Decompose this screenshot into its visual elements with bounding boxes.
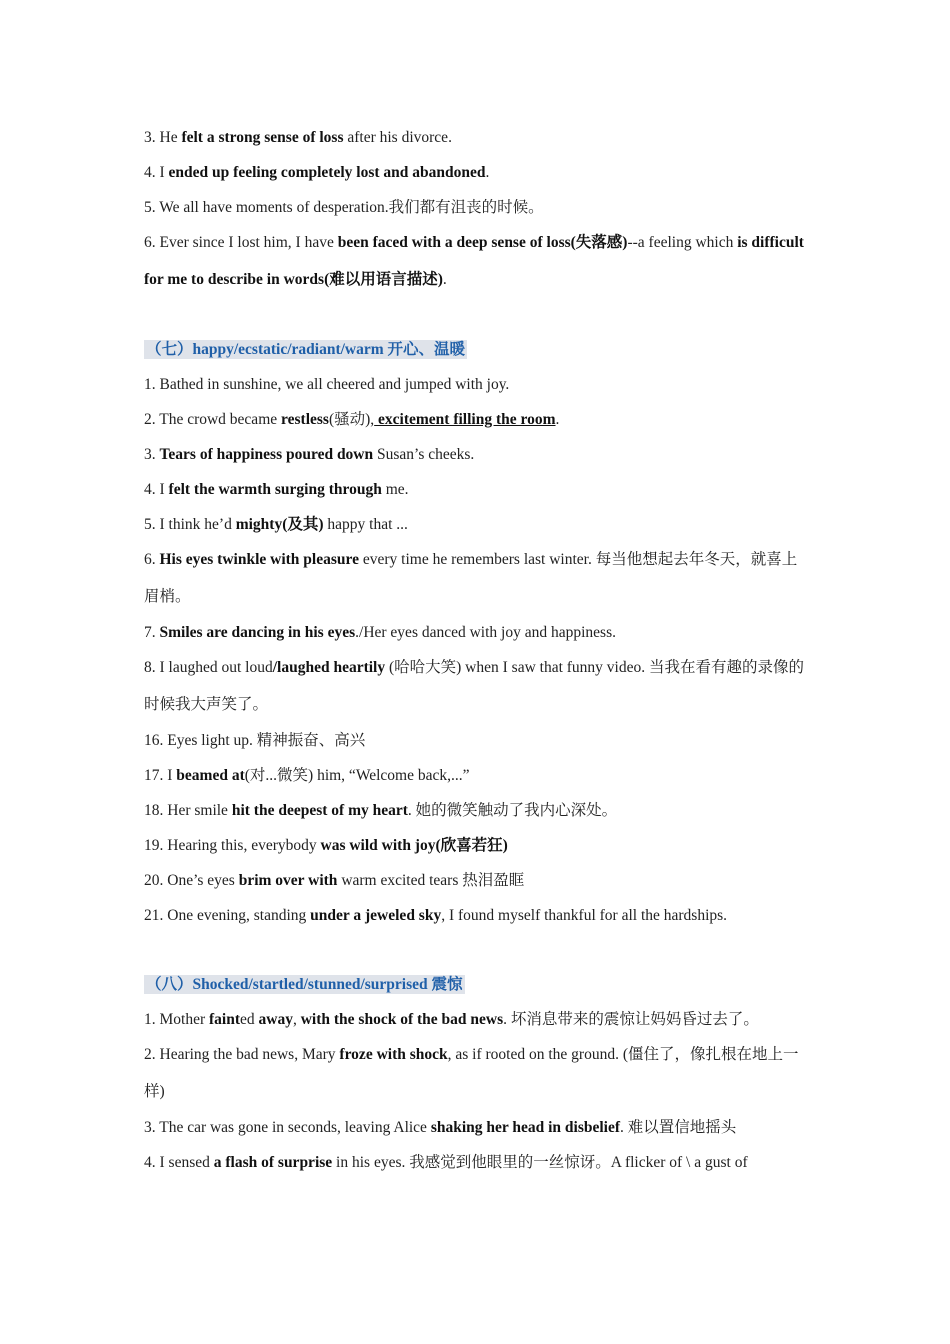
item-number: 1. [144, 376, 156, 393]
item-text: every time he remembers last winter. 每当他想起去年冬天，就喜上眉梢。 [144, 551, 798, 605]
item-number: 3. [144, 1119, 156, 1136]
list-item [144, 155, 808, 190]
list-item [144, 402, 808, 437]
item-number: 1. [144, 1011, 156, 1028]
item-phrase-bold: mighty(及其) [235, 516, 324, 533]
item-number: 6. [144, 234, 156, 251]
item-text: . [485, 164, 490, 181]
item-number: 8. [144, 659, 156, 676]
list-item [144, 1110, 808, 1145]
item-number: 3. [144, 446, 156, 463]
item-phrase-bold: restless [281, 411, 329, 428]
item-number: 18. [144, 802, 164, 819]
section-heading-happy [144, 332, 808, 367]
item-text: Eyes light up. 精神振奋、高兴 [163, 732, 366, 749]
item-text: , I found myself thankful for all the hardships. [441, 907, 728, 924]
item-text: Hearing this, everybody [163, 837, 321, 854]
item-number: 16. [144, 732, 164, 749]
item-text: I [155, 164, 169, 181]
item-text: , as if rooted on the ground. (僵住了，像扎根在地上一样) [144, 1046, 799, 1100]
item-text: Hearing the bad news, Mary [155, 1046, 340, 1063]
list-item [144, 472, 808, 507]
item-number: 3. [144, 129, 156, 146]
item-text: I [155, 481, 169, 498]
item-text: , [292, 1011, 301, 1028]
section-heading-happy-text: （七）happy/ecstatic/radiant/warm 开心、温暖 [146, 341, 466, 358]
item-phrase-bold: brim over with [238, 872, 338, 889]
item-phrase-bold: under a jeweled sky [310, 907, 442, 924]
item-text: . 难以置信地摇头 [620, 1119, 737, 1136]
item-phrase-bold: felt the warmth surging through [168, 481, 382, 498]
item-number: 20. [144, 872, 164, 889]
list-item [144, 615, 808, 650]
item-number: 5. [144, 516, 156, 533]
list-item [144, 828, 808, 863]
item-text: We all have moments of desperation.我们都有沮丧的时候。 [155, 199, 544, 216]
item-number: 4. [144, 1154, 156, 1171]
item-text: Ever since I lost him, I have [155, 234, 338, 251]
item-text: I [163, 767, 177, 784]
item-number: 2. [144, 411, 156, 428]
item-phrase-bold: is difficult for me to describe in words(难以用语言描述) [144, 234, 804, 288]
item-number: 19. [144, 837, 164, 854]
item-phrase-bold: was wild with joy(欣喜若狂) [320, 837, 508, 854]
item-number: 7. [144, 624, 156, 641]
item-number: 5. [144, 199, 156, 216]
item-text: One’s eyes [163, 872, 239, 889]
section-happy-items [144, 367, 808, 933]
list-item [144, 863, 808, 898]
list-item [144, 1002, 808, 1037]
item-phrase-bold: excitement filling the room [374, 411, 556, 428]
item-text: I sensed [155, 1154, 214, 1171]
item-phrase-bold: felt a strong sense of loss [181, 129, 344, 146]
item-phrase-bold: hit the deepest of my heart [231, 802, 408, 819]
document-content [144, 120, 808, 1180]
item-text: I think he’d [155, 516, 236, 533]
item-text: The car was gone in seconds, leaving Alice [155, 1119, 431, 1136]
list-item [144, 793, 808, 828]
section-heading-shocked [144, 967, 808, 1002]
item-text: happy that ... [323, 516, 408, 533]
item-text: . [555, 411, 560, 428]
item-number: 6. [144, 551, 156, 568]
item-text: in his eyes. 我感觉到他眼里的一丝惊讶。A flicker of \ a gust of [332, 1154, 748, 1171]
item-text: Mother [155, 1011, 210, 1028]
list-item [144, 723, 808, 758]
item-text: me. [381, 481, 409, 498]
item-text: warm excited tears 热泪盈眶 [337, 872, 525, 889]
list-item [144, 758, 808, 793]
item-phrase-bold: Tears of happiness poured down [159, 446, 374, 463]
list-item [144, 1037, 808, 1110]
item-text: The crowd became [155, 411, 282, 428]
item-text: . 坏消息带来的震惊让妈妈昏过去了。 [503, 1011, 759, 1028]
list-item [144, 120, 808, 155]
list-item [144, 225, 808, 298]
item-text: (哈哈大笑) when I saw that funny video. 当我在看有趣的录像的时候我大声笑了。 [144, 659, 804, 713]
item-phrase-bold: ended up feeling completely lost and abandoned [168, 164, 486, 181]
item-phrase-bold: with the shock of the bad news [300, 1011, 504, 1028]
section-loss-items [144, 120, 808, 298]
item-phrase-bold: His eyes twinkle with pleasure [159, 551, 359, 568]
item-phrase-bold: beamed at [176, 767, 245, 784]
item-number: 17. [144, 767, 164, 784]
section-shocked-items [144, 1002, 808, 1180]
list-item [144, 190, 808, 225]
item-text: Bathed in sunshine, we all cheered and jumped with joy. [155, 376, 510, 393]
item-phrase-bold: a flash of surprise [213, 1154, 333, 1171]
item-number: 4. [144, 481, 156, 498]
item-text: ./Her eyes danced with joy and happiness. [355, 624, 616, 641]
item-text: ed [240, 1011, 259, 1028]
item-phrase-bold: shaking her head in disbelief [430, 1119, 621, 1136]
section-heading-shocked-text: （八）Shocked/startled/stunned/surprised 震惊 [146, 976, 463, 993]
item-number: 2. [144, 1046, 156, 1063]
item-phrase-bold: away [258, 1011, 293, 1028]
item-text: . [442, 270, 447, 288]
list-item [144, 437, 808, 472]
item-text: Susan’s cheeks. [373, 446, 475, 463]
item-phrase-bold: /laughed heartily [272, 659, 386, 676]
item-text: Her smile [163, 802, 232, 819]
item-phrase-bold: faint [209, 1011, 241, 1028]
list-item [144, 367, 808, 402]
item-text: --a feeling which [627, 234, 738, 251]
item-phrase-bold: been faced with a deep sense of loss(失落感) [337, 234, 628, 251]
item-text: (对...微笑) him, “Welcome back,...” [244, 767, 470, 784]
item-number: 4. [144, 164, 156, 181]
item-text: (骚动), [328, 411, 375, 428]
list-item [144, 1145, 808, 1180]
list-item [144, 507, 808, 542]
item-text: I laughed out loud [155, 659, 273, 676]
list-item [144, 898, 808, 933]
item-text: after his divorce. [343, 129, 452, 146]
item-phrase-bold: Smiles are dancing in his eyes [159, 624, 356, 641]
list-item [144, 650, 808, 723]
item-phrase-bold: froze with shock [339, 1046, 448, 1063]
list-item [144, 542, 808, 615]
item-number: 21. [144, 907, 164, 924]
item-text: He [155, 129, 182, 146]
item-text: One evening, standing [163, 907, 311, 924]
item-text: . 她的微笑触动了我内心深处。 [407, 802, 618, 819]
